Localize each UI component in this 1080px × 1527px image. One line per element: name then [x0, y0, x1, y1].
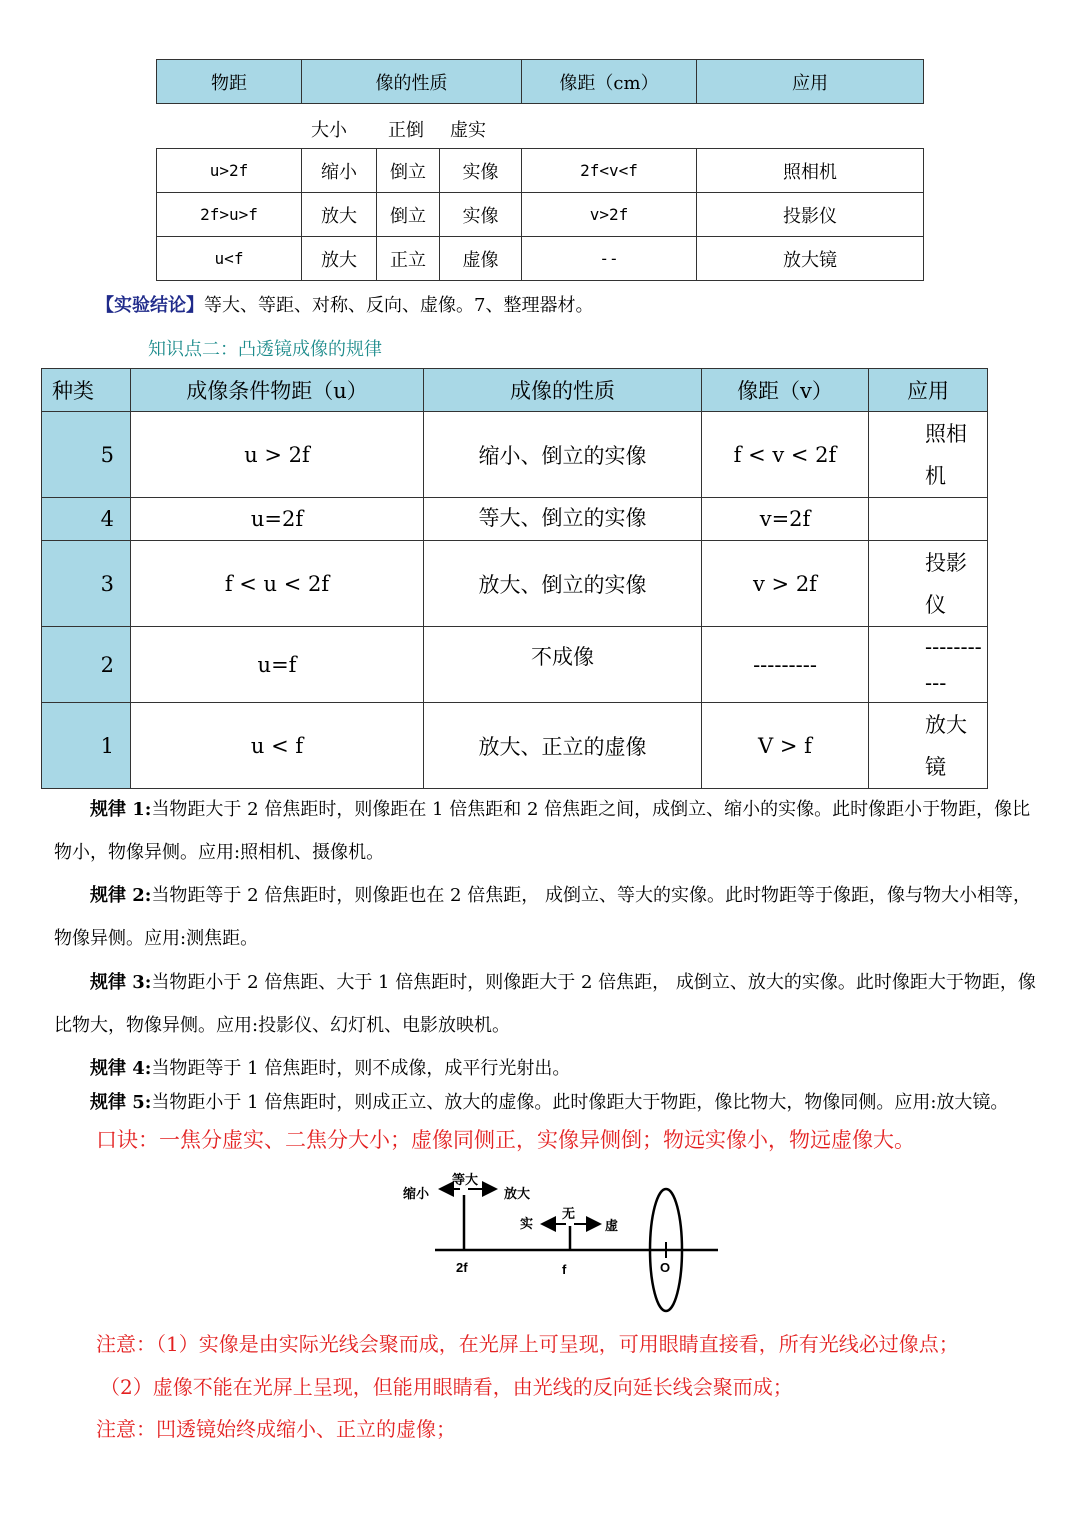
table-row: [157, 149, 924, 193]
rule-text: 当物距等于 1 倍焦距时，则不成像，成平行光射出。: [151, 1058, 571, 1079]
cell-u: u=f: [131, 627, 424, 703]
table-row: [157, 237, 924, 281]
rule-2: [54, 874, 1044, 960]
label-enlarge: 放大: [504, 1186, 531, 1201]
cell-nature: 不成像: [424, 627, 702, 703]
app-line: 机: [925, 463, 946, 488]
app-line: 放大: [925, 712, 967, 737]
cell-u: f < u < 2f: [131, 541, 424, 627]
cell-u: u=2f: [131, 498, 424, 541]
rule-text: 当物距小于 2 倍焦距、大于 1 倍焦距时，则像距大于 2 倍焦距， 成倒立、放大的实像。此时像距大于物距，像比物大，物像异侧。应用:投影仪、幻灯机、电影放映机。: [54, 972, 1036, 1036]
cell-v: f < v < 2f: [702, 412, 869, 498]
cell-v: V > f: [702, 703, 869, 789]
app-line: 仪: [925, 592, 946, 617]
cell-nature: 缩小、倒立的实像: [424, 412, 702, 498]
cell-kind: 3: [42, 541, 131, 627]
convex-lens-rules-table: [41, 368, 988, 789]
cell-kind: 5: [42, 412, 131, 498]
cell-v: 2f<v<f: [522, 149, 697, 193]
label-2f: 2f: [456, 1260, 468, 1275]
image-properties-table-body: [156, 148, 924, 281]
cell-u: u<f: [157, 237, 302, 281]
label-shrink: 缩小: [403, 1186, 430, 1201]
header-image-distance: 像距（v）: [702, 369, 869, 412]
cell-u: u < f: [131, 703, 424, 789]
note-real-image: 注意：（1）实像是由实际光线会聚而成，在光屏上可呈现，可用眼睛直接看，所有光线必过像点；: [96, 1332, 959, 1356]
header-kind: 种类: [42, 369, 131, 412]
header-condition: 成像条件物距（u）: [131, 369, 424, 412]
header-object-distance: 物距: [157, 60, 302, 104]
app-line: ---: [925, 670, 947, 695]
cell-v: ---------: [702, 627, 869, 703]
mnemonic: 口诀：一焦分虚实、二焦分大小；虚像同侧正，实像异侧倒；物远实像小，物远虚像大。: [96, 1128, 915, 1152]
cell-orientation: 倒立: [377, 149, 440, 193]
rule-label: 规律 4:: [90, 1058, 152, 1079]
rule-label: 规律 3:: [90, 972, 152, 993]
experiment-conclusion: [96, 291, 593, 317]
cell-kind: 实像: [440, 149, 522, 193]
app-line: 镜: [925, 754, 946, 779]
cell-v: v > 2f: [702, 541, 869, 627]
label-none: 无: [562, 1206, 576, 1221]
note-virtual-image: （2）虚像不能在光屏上呈现，但能用眼睛看，由光线的反向延长线会聚而成；: [100, 1375, 793, 1399]
cell-kind: 2: [42, 627, 131, 703]
table-row: [42, 627, 988, 703]
cell-app: [869, 703, 988, 789]
conclusion-tag: 【实验结论】: [96, 295, 204, 316]
header-application: 应用: [697, 60, 924, 104]
label-equal: 等大: [452, 1172, 479, 1187]
table-row: [42, 498, 988, 541]
label-virtual: 虚: [605, 1218, 619, 1233]
cell-u: u>2f: [157, 149, 302, 193]
cell-u: u > 2f: [131, 412, 424, 498]
cell-nature: 等大、倒立的实像: [424, 498, 702, 541]
image-properties-table: [156, 59, 924, 104]
rule-label: 规律 1:: [90, 799, 152, 820]
table2-header-row: [42, 369, 988, 412]
rule-5: [54, 1082, 1054, 1124]
cell-orientation: 倒立: [377, 193, 440, 237]
rule-label: 规律 2:: [90, 885, 152, 906]
header-image-nature: 像的性质: [302, 60, 522, 104]
note-concave-lens: 注意：凹透镜始终成缩小、正立的虚像；: [96, 1417, 456, 1441]
rule-text: 当物距等于 2 倍焦距时，则像距也在 2 倍焦距， 成倒立、等大的实像。此时物距等于像距，像与物大小相等，物像异侧。应用:测焦距。: [54, 885, 1031, 949]
cell-v: v=2f: [702, 498, 869, 541]
cell-app: 投影仪: [697, 193, 924, 237]
cell-kind: 实像: [440, 193, 522, 237]
label-real: 实: [520, 1216, 534, 1231]
label-f: f: [562, 1262, 567, 1277]
lens-diagram: [400, 1168, 730, 1318]
conclusion-text: 等大、等距、对称、反向、虚像。7、整理器材。: [204, 295, 594, 316]
rule-label: 规律 5:: [90, 1092, 152, 1113]
cell-u: 2f>u>f: [157, 193, 302, 237]
cell-v: v>2f: [522, 193, 697, 237]
cell-app: 放大镜: [697, 237, 924, 281]
cell-app: [869, 498, 988, 541]
section-title: 知识点二：凸透镜成像的规律: [148, 339, 382, 360]
rule-text: 当物距小于 1 倍焦距时，则成正立、放大的虚像。此时像距大于物距，像比物大，物像同侧。应用:放大镜。: [151, 1092, 1009, 1113]
cell-kind: 4: [42, 498, 131, 541]
table-row: [42, 703, 988, 789]
cell-size: 放大: [302, 237, 377, 281]
header-image-distance: 像距（cm）: [522, 60, 697, 104]
header-nature: 成像的性质: [424, 369, 702, 412]
cell-kind: 1: [42, 703, 131, 789]
subheader-orientation: 正倒: [388, 120, 424, 141]
cell-size: 放大: [302, 193, 377, 237]
cell-app: 照相机: [697, 149, 924, 193]
cell-app: [869, 412, 988, 498]
cell-app: [869, 541, 988, 627]
cell-nature: 放大、正立的虚像: [424, 703, 702, 789]
cell-kind: 虚像: [440, 237, 522, 281]
rule-text: 当物距大于 2 倍焦距时，则像距在 1 倍焦距和 2 倍焦距之间，成倒立、缩小的实像。此时像距小于物距，像比物小，物像异侧。应用:照相机、摄像机。: [54, 799, 1031, 863]
app-line: --------: [925, 634, 982, 659]
rule-1: [54, 788, 1044, 874]
app-line: 照相: [925, 421, 967, 446]
cell-orientation: 正立: [377, 237, 440, 281]
cell-app: [869, 627, 988, 703]
subheader-size: 大小: [311, 120, 347, 141]
table-row: [42, 541, 988, 627]
table-row: [157, 193, 924, 237]
app-line: 投影: [925, 550, 967, 575]
label-o: O: [660, 1260, 671, 1275]
subheader-real-virtual: 虚实: [450, 120, 486, 141]
cell-nature: 放大、倒立的实像: [424, 541, 702, 627]
table-row: [42, 412, 988, 498]
cell-v: --: [522, 237, 697, 281]
table1-header-row: [157, 60, 924, 104]
header-application: 应用: [869, 369, 988, 412]
rule-3: [54, 961, 1044, 1047]
cell-size: 缩小: [302, 149, 377, 193]
